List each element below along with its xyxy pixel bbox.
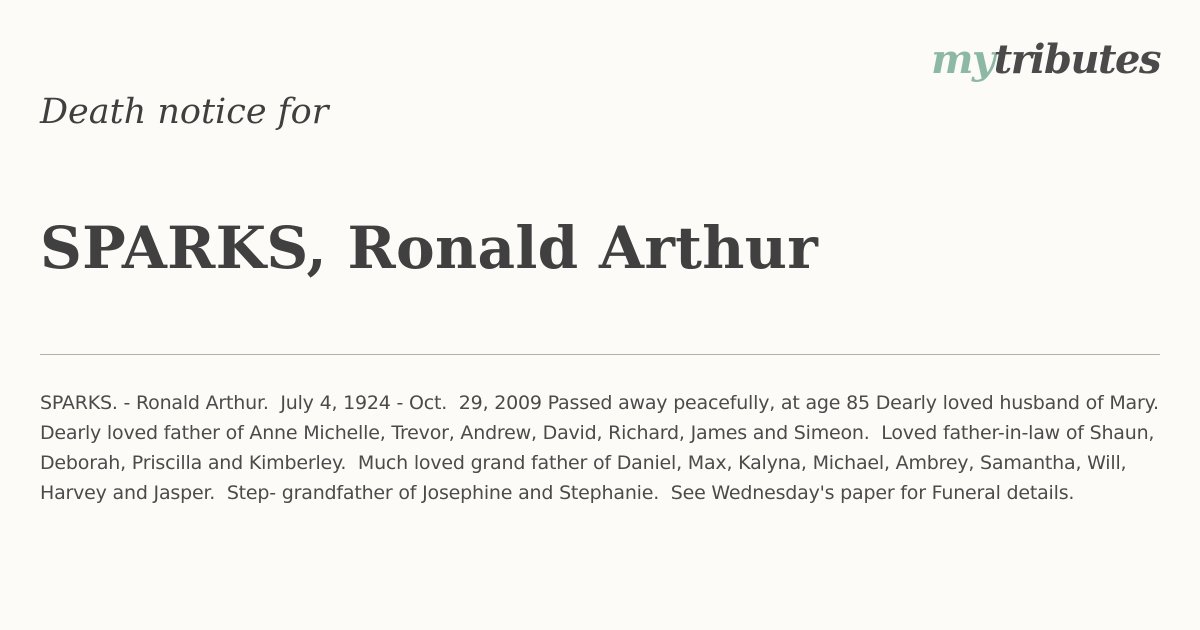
deceased-name-title: SPARKS, Ronald Arthur bbox=[40, 214, 819, 282]
death-notice-text: SPARKS. - Ronald Arthur. July 4, 1924 - Oct. 29, 2009 Passed away peacefully, at age 85 Dearly loved husband of Mary. Dearly loved father of Anne Michelle, Trevor, Andrew, David, Richard, James and Simeon. Loved father-in-law of Shaun, Deborah, Priscilla and Kimberley. Much loved grand father of Daniel, Max, Kalyna, Michael, Ambrey, Samantha, Will, Harvey and Jasper. Step- grandfather of Josephine and Stephanie. See Wednesday's paper for Funeral details. bbox=[40, 392, 1171, 504]
mytributes-logo[interactable] bbox=[931, 34, 1160, 86]
logo-tributes-text: tributes bbox=[993, 36, 1160, 83]
logo-my-text: my bbox=[931, 36, 994, 83]
death-notice-intro: Death notice for bbox=[40, 92, 329, 132]
divider bbox=[40, 354, 1160, 355]
